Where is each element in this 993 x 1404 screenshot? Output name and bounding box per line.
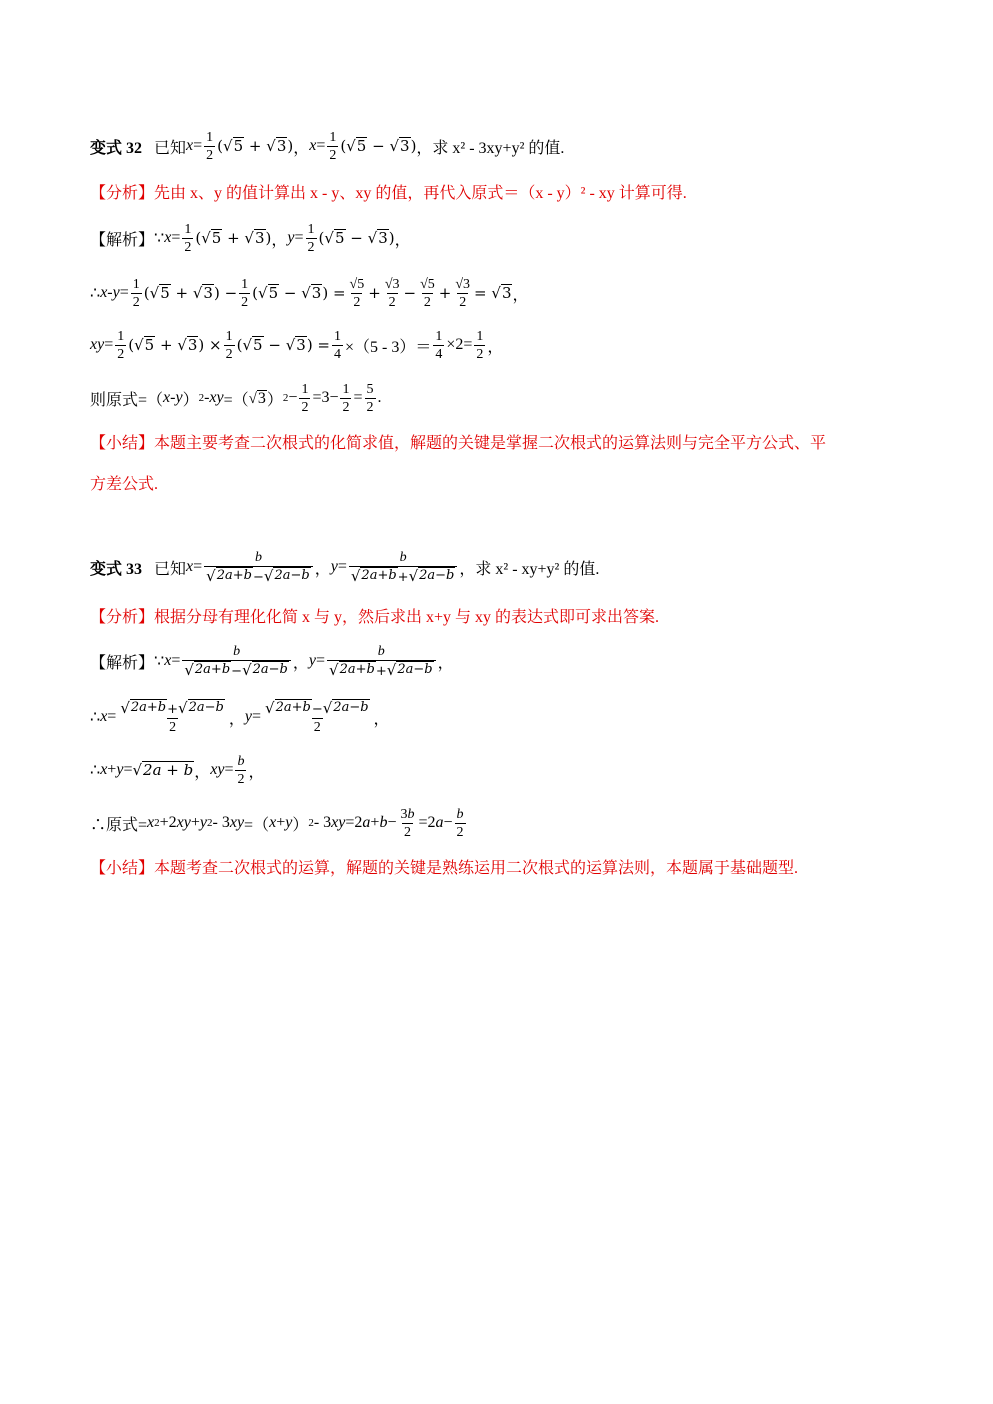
- summary-text: 本题考查二次根式的运算，解题的关键是熟练运用二次根式的运算法则，本题属于基础题型.: [154, 859, 799, 877]
- problem-33-summary: [90, 846, 798, 886]
- analysis-text: 根据分母有理化化简 x 与 y，然后求出 x+y 与 xy 的表达式即可求出答案.: [154, 608, 660, 626]
- problem-32-suffix: ，求 x² - 3xy+y² 的值.: [416, 139, 565, 157]
- problem-33-prefix: 已知: [154, 560, 187, 578]
- problem-32-statement: 变式 32 已知 x = $\frac{1}{2}$ ( √ 5 + √ 3 ) ， x = $\frac{1}{2}$ ( √ 5 − √ 3 ) ，求 x² - 3xy+y² 的值.: [90, 129, 565, 163]
- problem-33-solution-4: ∴原式= x 2 +2 xy + y 2 - 3 xy =（ x + y ） 2 - 3 xy =2 a + b − $\frac{3b}{2}$ =2 a − $\frac{b}{2}$: [90, 806, 464, 840]
- problem-33-analysis: [90, 595, 659, 635]
- problem-32-summary-2: [90, 462, 158, 502]
- analysis-text: 先由 x、y 的值计算出 x - y、xy 的值，再代入原式＝（x - y）² - xy 计算可得.: [154, 184, 687, 202]
- problem-32-label: 变式 32: [90, 139, 143, 157]
- summary-text-1: 本题主要考查二次根式的化简求值，解题的关键是掌握二次根式的运算法则与完全平方公式、平: [154, 434, 827, 452]
- summary-tag: 【小结】: [90, 859, 155, 877]
- summary-tag: 【小结】: [90, 434, 155, 452]
- problem-33-solution-1: 【解析】 ∵ x = b √ 2a+b − √ 2a−b ， y = b √ 2a+b + √ 2a−b ，: [90, 643, 454, 679]
- problem-33-label: 变式 33: [90, 560, 143, 578]
- problem-32-solution-2: ∴ x - y = $\frac{1}{2}$ ( √ 5 + √ 3 ) − $\frac{1}{2}$ ( √ 5 − √ 3 ) = $\frac{√5}{2}$ + $\frac{√3}{2}$ − $\frac{√5}{2}$ + $\frac{√3}{2}$ = √ 3 ，: [90, 276, 529, 310]
- problem-32-analysis: [90, 171, 687, 211]
- problem-32-solution-1: 【解析】 ∵ x = $\frac{1}{2}$ ( √ 5 + √ 3 ) ， y = $\frac{1}{2}$ ( √ 5 − √ 3 ) ，: [90, 221, 411, 255]
- problem-33-statement: 变式 33 已知 x = b √ 2a+b − √ 2a−b ， y = b √ 2a+b + √ 2a−b ，求 x² - xy+y² 的值.: [90, 549, 600, 585]
- analysis-tag: 【分析】: [90, 608, 155, 626]
- summary-text-2: 方差公式.: [90, 475, 159, 493]
- analysis-tag: 【分析】: [90, 184, 155, 202]
- problem-32-summary-1: [90, 421, 826, 461]
- problem-32-solution-3: xy = $\frac{1}{2}$ ( √ 5 + √ 3 ) × $\frac{1}{2}$ ( √ 5 − √ 3 ) = $\frac{1}{4}$ ×（5 - 3）＝ $\frac{1}{4}$ ×2= $\frac{1}{2}$ ，: [90, 328, 504, 362]
- problem-33-solution-2: ∴ x = √ 2a+b + √ 2a−b 2 ， y = √ 2a+b − √ 2a−b 2 ，: [90, 698, 390, 735]
- problem-33-solution-3: ∴ x + y = √ 2a + b ， xy = $\frac{b}{2}$ ，: [90, 753, 265, 787]
- solution-tag: 【解析】: [90, 231, 155, 249]
- problem-32-solution-4: 则原式=（ x - y ） 2 - xy =（ √ 3 ） 2 − $\frac{1}{2}$ =3− $\frac{1}{2}$ = $\frac{5}{2}$ .: [90, 381, 382, 415]
- problem-33-suffix: ，求 x² - xy+y² 的值.: [459, 560, 600, 578]
- problem-32-prefix: 已知: [154, 139, 187, 157]
- solution-tag: 【解析】: [90, 654, 155, 672]
